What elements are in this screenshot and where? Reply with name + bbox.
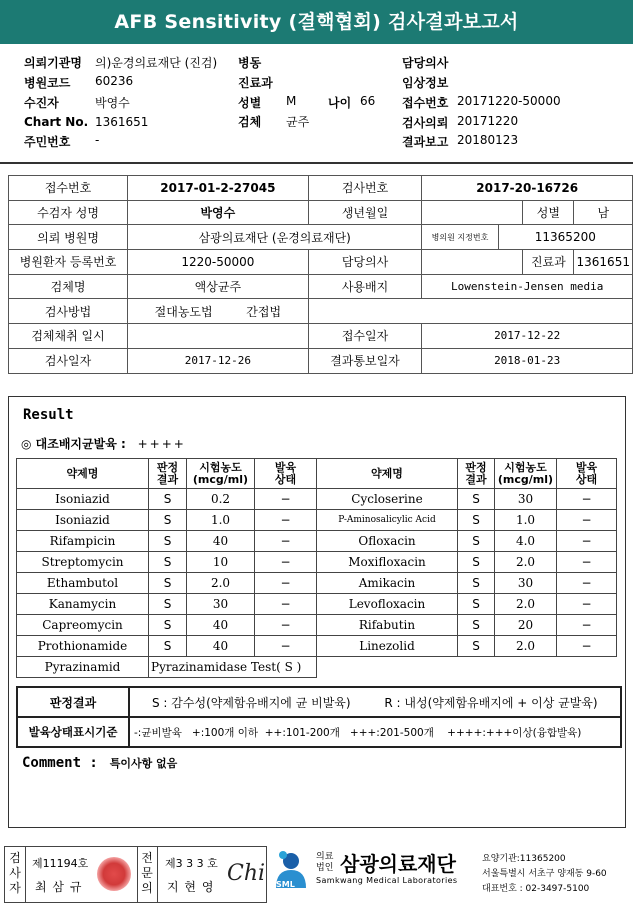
drug-name: Levofloxacin xyxy=(317,594,458,615)
drug-name: Isoniazid xyxy=(17,489,149,510)
judgement-legend-table xyxy=(16,686,622,748)
medium-value: Lowenstein-Jensen media xyxy=(422,274,633,299)
growth-value: − xyxy=(255,636,317,657)
growth-value: − xyxy=(255,615,317,636)
control-label: ◎ 대조배지균발육 : xyxy=(21,437,126,451)
id-value: - xyxy=(95,133,100,147)
notify-value: 2018-01-23 xyxy=(422,348,633,373)
tester-label: 검사자 xyxy=(9,851,21,895)
growth-value: − xyxy=(557,594,617,615)
growth-value: − xyxy=(557,573,617,594)
hospital-value: 삼광의료재단 (운경의료재단) xyxy=(128,225,422,250)
method-value-2: 간접법 xyxy=(246,304,282,319)
drug-name: Kanamycin xyxy=(17,594,149,615)
control-value: ++++ xyxy=(137,437,186,451)
growth-value: − xyxy=(255,489,317,510)
col-conc: 시험농도 (mcg/ml) xyxy=(187,459,255,489)
sex-label: 성별 xyxy=(523,200,574,225)
tester-seal-icon xyxy=(97,857,131,891)
drug-name: P-Aminosalicylic Acid xyxy=(317,510,458,531)
specialist-no: 제3 3 3 호 xyxy=(165,857,218,870)
comment-value: 특이사항 없음 xyxy=(109,757,178,770)
growth-value: − xyxy=(255,552,317,573)
age-label: 나이 xyxy=(328,96,352,110)
header-divider xyxy=(0,162,633,164)
pza-drug-name: Pyrazinamid xyxy=(17,657,149,678)
growth-value: − xyxy=(255,573,317,594)
conc-value: 30 xyxy=(495,489,557,510)
table-row xyxy=(17,552,617,573)
method-label: 검사방법 xyxy=(9,299,128,324)
drug-name: Linezolid xyxy=(317,636,458,657)
col-conc-2: 시험농도 (mcg/ml) xyxy=(495,459,557,489)
judge-value: S xyxy=(458,636,495,657)
judge-criteria xyxy=(129,687,621,717)
hospital-label: 의뢰 병원명 xyxy=(9,225,128,250)
growth-value: − xyxy=(557,531,617,552)
drug-name: Ofloxacin xyxy=(317,531,458,552)
conc-value: 4.0 xyxy=(495,531,557,552)
pza-empty xyxy=(317,657,617,678)
drug-name: Prothionamide xyxy=(17,636,149,657)
col-drug-2: 약제명 xyxy=(317,459,458,489)
reg-label: 병원환자 등록번호 xyxy=(9,250,128,275)
collect-value xyxy=(128,324,309,349)
dept-label: 진료과 xyxy=(523,250,574,275)
specimen-label: 검체명 xyxy=(9,274,128,299)
drug-name: Streptomycin xyxy=(17,552,149,573)
table-row xyxy=(17,615,617,636)
conc-value: 40 xyxy=(187,531,255,552)
growth-legend-label: 발육상태표시기준 xyxy=(17,717,129,747)
footer xyxy=(0,846,633,911)
org-name: 삼광의료재단 xyxy=(340,852,456,876)
patient-value: 박영수 xyxy=(95,96,130,110)
sex-value: 남 xyxy=(574,200,633,225)
growth-legend-text: -:균비발육 +:100개 이하 ++:101-200개 +++:201-500개 ++++:+++이상(융합발육) xyxy=(129,717,621,747)
chart-label: Chart No. xyxy=(24,115,89,129)
request-label: 검사의뢰 xyxy=(402,116,449,130)
growth-value: − xyxy=(557,615,617,636)
hospital-code-label: 병원코드 xyxy=(24,76,71,90)
drug-name: Amikacin xyxy=(317,573,458,594)
col-drug: 약제명 xyxy=(17,459,149,489)
conc-value: 1.0 xyxy=(187,510,255,531)
drug-name: Cycloserine xyxy=(317,489,458,510)
judge-value: S xyxy=(458,594,495,615)
comment xyxy=(22,755,177,771)
signature: Chi xyxy=(227,861,266,886)
test-date-value: 2017-12-26 xyxy=(128,348,309,373)
judge-value: S xyxy=(149,636,187,657)
conc-value: 2.0 xyxy=(495,636,557,657)
method-value xyxy=(128,299,309,324)
org-type: 의료법인 xyxy=(316,852,334,873)
judge-value: S xyxy=(149,594,187,615)
pza-value: Pyrazinamidase Test( S ) xyxy=(149,657,317,678)
doctor-label: 담당의사 xyxy=(308,250,422,275)
report-title: AFB Sensitivity (결핵협회) 검사결과보고서 xyxy=(0,0,633,44)
dept-value: 1361651 xyxy=(574,250,633,275)
tester-no: 제11194호 xyxy=(32,857,89,870)
report-label: 결과보고 xyxy=(402,135,449,149)
logo-abbr: SML xyxy=(276,880,295,889)
col-judge-2: 판정 결과 xyxy=(458,459,495,489)
org-addr: 서울특별시 서초구 양재동 9-60 xyxy=(482,869,607,879)
specimen-label: 검체 xyxy=(238,115,262,129)
conc-value: 20 xyxy=(495,615,557,636)
table-row xyxy=(17,531,617,552)
judge-value: S xyxy=(458,552,495,573)
test-no-label: 검사번호 xyxy=(308,176,422,201)
drug-name: Ethambutol xyxy=(17,573,149,594)
conc-value: 2.0 xyxy=(187,573,255,594)
name-label: 수검자 성명 xyxy=(9,200,128,225)
method-empty xyxy=(308,299,632,324)
institution-value: 의)운경의료재단 (진검) xyxy=(95,56,218,70)
conc-value: 40 xyxy=(187,636,255,657)
drug-name: Isoniazid xyxy=(17,510,149,531)
doctor-value xyxy=(422,250,523,275)
report-value: 20180123 xyxy=(457,133,519,147)
signature-box xyxy=(4,846,267,903)
judge-r-text: R : 내성(약제함유배지에 + 이상 균발육) xyxy=(384,695,598,710)
specimen-value: 균주 xyxy=(286,115,310,129)
conc-value: 1.0 xyxy=(495,510,557,531)
result-title: Result xyxy=(23,407,74,423)
col-growth: 발육 상태 xyxy=(255,459,317,489)
receipt-date-value: 2017-12-22 xyxy=(422,324,633,349)
judge-value: S xyxy=(149,531,187,552)
judge-value: S xyxy=(458,489,495,510)
sex-label: 성별 xyxy=(238,96,262,110)
table-row xyxy=(17,489,617,510)
birth-label: 생년월일 xyxy=(308,200,422,225)
receipt-no-value: 20171220-50000 xyxy=(457,94,561,108)
age-value: 66 xyxy=(360,94,376,108)
ward-label: 병동 xyxy=(238,56,262,70)
conc-value: 10 xyxy=(187,552,255,573)
institution-label: 의뢰기관명 xyxy=(24,56,82,70)
reg-value: 1220-50000 xyxy=(128,250,309,275)
table-row xyxy=(17,636,617,657)
table-row xyxy=(17,573,617,594)
drug-table xyxy=(16,458,617,678)
receipt-no-value: 2017-01-2-27045 xyxy=(128,176,309,201)
org-box xyxy=(270,846,631,903)
growth-value: − xyxy=(255,531,317,552)
judge-value: S xyxy=(458,510,495,531)
method-value-1: 절대농도법 xyxy=(154,304,213,319)
patient-info-table xyxy=(8,175,633,374)
birth-value xyxy=(422,200,523,225)
drug-name: Rifampicin xyxy=(17,531,149,552)
judge-s-text: S : 감수성(약제함유배지에 균 비발육) xyxy=(152,695,351,710)
specialist-name: 지 현 영 xyxy=(167,880,215,894)
judge-value: S xyxy=(149,615,187,636)
growth-value: − xyxy=(255,510,317,531)
org-en: Samkwang Medical Laboratories xyxy=(316,876,458,885)
doctor-label: 담당의사 xyxy=(402,56,449,70)
comment-label: Comment : xyxy=(22,755,98,771)
growth-value: − xyxy=(557,636,617,657)
notify-label: 결과통보일자 xyxy=(308,348,422,373)
receipt-date-label: 접수일자 xyxy=(308,324,422,349)
specimen-value: 액상균주 xyxy=(128,274,309,299)
drug-name: Capreomycin xyxy=(17,615,149,636)
dept-label: 진료과 xyxy=(238,76,273,90)
conc-value: 2.0 xyxy=(495,552,557,573)
judge-value: S xyxy=(458,531,495,552)
test-no-value: 2017-20-16726 xyxy=(422,176,633,201)
test-date-label: 검사일자 xyxy=(9,348,128,373)
growth-value: − xyxy=(255,594,317,615)
drug-name: Rifabutin xyxy=(317,615,458,636)
table-row xyxy=(17,594,617,615)
judge-label: 판정결과 xyxy=(17,687,129,717)
judge-value: S xyxy=(149,552,187,573)
report-header xyxy=(0,52,633,152)
specialist-label: 전문의 xyxy=(141,851,153,895)
org-tel: 대표번호 : 02-3497-5100 xyxy=(482,884,590,894)
growth-value: − xyxy=(557,510,617,531)
conc-value: 40 xyxy=(187,615,255,636)
name-value: 박영수 xyxy=(128,200,309,225)
growth-value: − xyxy=(557,552,617,573)
receipt-no-label: 접수번호 xyxy=(9,176,128,201)
growth-value: − xyxy=(557,489,617,510)
control-growth xyxy=(21,435,186,452)
patient-label: 수진자 xyxy=(24,96,59,110)
clinical-label: 임상정보 xyxy=(402,76,449,90)
sex-value: M xyxy=(286,94,297,108)
conc-value: 30 xyxy=(495,573,557,594)
judge-value: S xyxy=(458,573,495,594)
id-label: 주민번호 xyxy=(24,135,71,149)
table-row xyxy=(17,657,617,678)
collect-label: 검체채취 일시 xyxy=(9,324,128,349)
judge-value: S xyxy=(149,573,187,594)
table-row xyxy=(17,510,617,531)
conc-value: 2.0 xyxy=(495,594,557,615)
medium-label: 사용배지 xyxy=(308,274,422,299)
judge-value: S xyxy=(458,615,495,636)
designation-value: 11365200 xyxy=(498,225,632,250)
conc-value: 0.2 xyxy=(187,489,255,510)
judge-value: S xyxy=(149,510,187,531)
drug-name: Moxifloxacin xyxy=(317,552,458,573)
chart-value: 1361651 xyxy=(95,115,149,129)
col-judge: 판정 결과 xyxy=(149,459,187,489)
receipt-no-label: 접수번호 xyxy=(402,96,449,110)
designation-label: 병의원 지정번호 xyxy=(422,225,498,250)
request-value: 20171220 xyxy=(457,114,519,128)
col-growth-2: 발육 상태 xyxy=(557,459,617,489)
tester-name: 최 삼 규 xyxy=(35,880,83,894)
hospital-code-value: 60236 xyxy=(95,74,134,88)
conc-value: 30 xyxy=(187,594,255,615)
judge-value: S xyxy=(149,489,187,510)
org-code: 요양기관:11365200 xyxy=(482,854,566,864)
